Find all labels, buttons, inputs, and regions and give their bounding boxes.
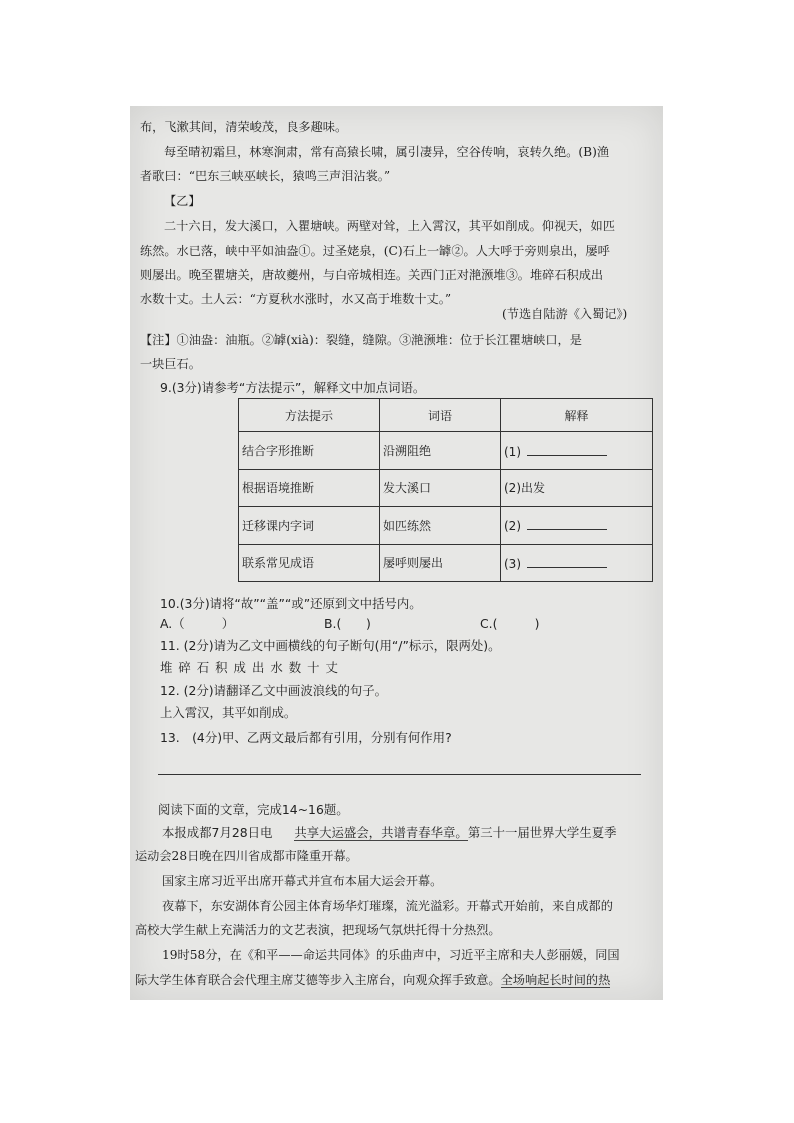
text-line: 夜幕下，东安湖体育公园主体育场华灯璀璨，流光溢彩。开幕式开始前，来自成都的 xyxy=(162,899,613,913)
text-line: 高校大学生献上充满活力的文艺表演，把现场气氛烘托得十分热烈。 xyxy=(135,923,501,937)
question-10: 10.(3分)请将“故”“盖”“或”还原到文中括号内。 xyxy=(160,596,422,611)
exam-sheet xyxy=(130,106,663,1000)
answer-label: (2) xyxy=(504,519,521,534)
text-line xyxy=(135,971,610,988)
news-dateline xyxy=(162,823,617,841)
answer-label: (2)出发 xyxy=(504,481,545,496)
answer-cell[interactable] xyxy=(501,432,653,469)
method-cell: 联系常见成语 xyxy=(239,544,380,581)
text-line: 练然。水已落，峡中平如油盎①。过圣姥泉，(C)石上一罅②。人大呼于旁则泉出，屡呼 xyxy=(140,244,610,258)
word-cell: 沿溯阻绝 xyxy=(380,432,501,469)
option-b[interactable]: B.( ) xyxy=(324,616,371,631)
answer-blank[interactable] xyxy=(527,555,607,568)
sentence-12: 上入霄汉，其平如削成。 xyxy=(160,705,297,720)
answer-label: (1) xyxy=(504,444,521,459)
answer-cell[interactable] xyxy=(501,507,653,544)
table-row xyxy=(239,469,653,506)
answer-cell[interactable] xyxy=(501,469,653,506)
reading-intro: 阅读下面的文章，完成14~16题。 xyxy=(158,802,349,817)
text-line: 每至晴初霜旦，林寒涧肃，常有高猿长啸，属引凄异，空谷传响，哀转久绝。(B)渔 xyxy=(164,145,610,159)
word-cell: 如匹练然 xyxy=(380,507,501,544)
question-11: 11. (2分)请为乙文中画横线的句子断句(用“/”标示，限两处)。 xyxy=(160,638,501,653)
answer-blank[interactable] xyxy=(527,517,607,530)
section-heading: 【乙】 xyxy=(164,194,201,208)
question-13: 13. (4分)甲、乙两文最后都有引用，分别有何作用? xyxy=(160,730,452,745)
table-row xyxy=(239,507,653,544)
option-a[interactable]: A.（ ） xyxy=(160,616,235,631)
annotation-line: 【注】①油盎：油瓶。②罅(xià)：裂缝，缝隙。③滟滪堆：位于长江瞿塘峡口，是 xyxy=(140,333,582,347)
table-header: 解释 xyxy=(501,399,653,432)
text-line: 水数十丈。土人云：“方夏秋水涨时，水又高于堆数十丈。” xyxy=(140,292,452,306)
word-cell: 屡呼则屡出 xyxy=(380,544,501,581)
text-line: 者歌曰：“巴东三峡巫峡长，猿鸣三声泪沾裳。” xyxy=(140,169,391,183)
text-line: 国家主席习近平出席开幕式并宣布本届大运会开幕。 xyxy=(162,874,443,888)
text-line: 19时58分，在《和平——命运共同体》的乐曲声中，习近平主席和夫人彭丽媛，同国 xyxy=(162,948,620,962)
table-header: 方法提示 xyxy=(239,399,380,432)
word-cell: 发大溪口 xyxy=(380,469,501,506)
text-fragment: 第三十一届世界大学生夏季 xyxy=(467,825,617,840)
text-line: 布，飞漱其间，清荣峻茂，良多趣味。 xyxy=(140,120,348,134)
text-line: 二十六日，发大溪口，入瞿塘峡。两壁对耸，上入霄汉，其平如削成。仰视天，如匹 xyxy=(164,219,615,233)
method-cell: 根据语境推断 xyxy=(239,469,380,506)
method-cell: 迁移课内字词 xyxy=(239,507,380,544)
method-cell: 结合字形推断 xyxy=(239,432,380,469)
table-row xyxy=(239,432,653,469)
answer-blank[interactable] xyxy=(527,443,607,456)
source-citation: (节选自陆游《入蜀记》) xyxy=(502,307,628,321)
text-line: 运动会28日晚在四川省成都市隆重开幕。 xyxy=(135,849,358,863)
question-12: 12. (2分)请翻译乙文中画波浪线的句子。 xyxy=(160,683,388,698)
answer-cell[interactable] xyxy=(501,544,653,581)
answer-line[interactable] xyxy=(158,774,641,775)
table-header: 词语 xyxy=(380,399,501,432)
annotation-line: 一块巨石。 xyxy=(140,357,201,371)
option-c[interactable]: C.( ) xyxy=(480,616,540,631)
question-9: 9.(3分)请参考“方法提示”，解释文中加点词语。 xyxy=(160,380,426,395)
underlined-phrase: 全场响起长时间的热 xyxy=(500,973,611,987)
underlined-phrase: 共享大运盛会，共谱青春华章。 xyxy=(294,825,468,840)
answer-label: (3) xyxy=(504,556,521,571)
text-line: 则屡出。晚至瞿塘关，唐故夔州，与白帝城相连。关西门正对滟滪堆③。堆碎石积成出 xyxy=(140,268,604,282)
dateline-text: 本报成都7月28日电 xyxy=(162,825,273,840)
text-fragment: 际大学生体育联合会代理主席艾德等步入主席台，向观众挥手致意。 xyxy=(135,973,501,987)
table-row xyxy=(239,544,653,581)
sentence-11: 堆碎石积成出水数十丈 xyxy=(160,660,344,675)
method-table xyxy=(238,398,653,582)
